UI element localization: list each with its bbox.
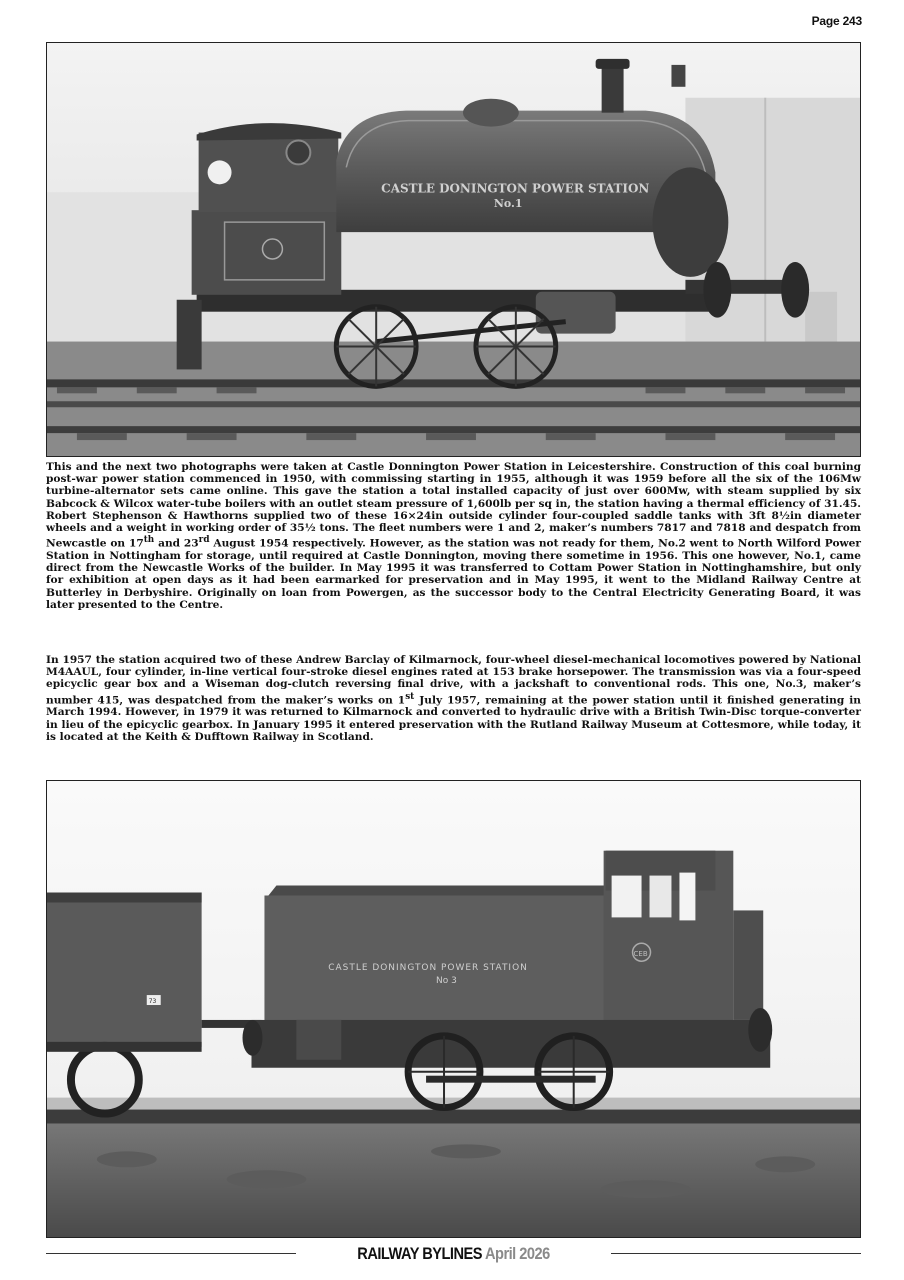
caption1-sup-a: th — [143, 535, 155, 546]
caption-steam-locomotive — [46, 461, 861, 611]
caption-diesel-locomotive — [46, 654, 861, 743]
caption2-text-b: July 1957, remaining at the power station until it finished generating in March 1994. However, in 1979 it was returned to Kilmarnock and converted to hydraulic drive with a British Twin-Disc torque-converter in lieu of the epicyclic gearbox. In January 1995 it entered preservation with the Rutland Railway Museum at Cottesmore, while today, it is located at the Keith & Dufftown Railway in Scotland. — [46, 694, 861, 743]
loco-crest: CEB — [633, 950, 648, 959]
footer-masthead — [103, 1244, 804, 1264]
caption1-text-c: August 1954 respectively. However, as the station was not ready for them, No.2 went to North Wilford Power Station in Nottingham for storage, until required at Castle Donnington, moving there sometime in 1956. This one however, No.1, came direct from the Newcastle Works of the builder. In May 1995 it was transferred to Cottam Power Station in Nottinghamshire, but only for exhibition at open days as it had been earmarked for preservation and in May 1995, it went to the Midland Railway Centre at Butterley in Derbyshire. Originally on loan from Powergen, as the successor body to the Central Electricity Generating Board, it was later presented to the Centre. — [46, 537, 861, 611]
tank-number: No.1 — [493, 197, 523, 211]
caption1-text-a: This and the next two photographs were taken at Castle Donnington Power Station in Leicestershire. Construction of this coal burning post-war power station commenced in 1950, with commissing starting in 1955, although it was 1959 before all the six of the 106Mw turbine-alternator sets came online. This gave the station a total installed capacity of just over 600Mw, with steam supplied by six Babcock & Wilcox water-tube boilers with an outlet steam pressure of 1,600lb per sq in, the station having a thermal efficiency of 31.45. Robert Stephenson & Hawthorns supplied two of these 16×24in outside cylinder four-coupled saddle tanks with 3ft 8½in diameter wheels and a weight in working order of 35½ tons. The fleet numbers were 1 and 2, maker’s numbers 7817 and 7818 and despatch from Newcastle on 17 — [46, 461, 861, 550]
footer-issue: April 2026 — [484, 1244, 550, 1263]
caption1-text-b: and 23 — [154, 537, 199, 550]
caption2-sup-a: st — [405, 691, 415, 702]
loco-number: No 3 — [436, 976, 457, 987]
steam-locomotive-illustration — [47, 43, 860, 456]
page-number: Page 243 — [811, 14, 862, 28]
steam-locomotive-photo — [46, 42, 861, 457]
diesel-locomotive-illustration — [47, 781, 860, 1237]
footer-brand: RAILWAY BYLINES — [357, 1244, 482, 1263]
tank-lettering: CASTLE DONINGTON POWER STATION — [381, 181, 650, 196]
caption2-text-a: In 1957 the station acquired two of these Andrew Barclay of Kilmarnock, four-wheel diesel-mechanical locomotives powered by National M4AAUL, four cylinder, in-line vertical four-stroke diesel engines rated at 153 brake horsepower. The transmission was via a four-speed epicyclic gear box and a Wiseman dog-clutch reversing final drive, with a jackshaft to conventional rods. This one, No.3, maker’s number 415, was despatched from the maker’s works on 1 — [46, 654, 861, 707]
loco-lettering: CASTLE DONINGTON POWER STATION — [328, 963, 528, 974]
footer — [46, 1244, 861, 1266]
wagon-label: 73 — [148, 998, 157, 1006]
caption1-sup-b: rd — [198, 535, 210, 546]
diesel-locomotive-photo — [46, 780, 861, 1238]
